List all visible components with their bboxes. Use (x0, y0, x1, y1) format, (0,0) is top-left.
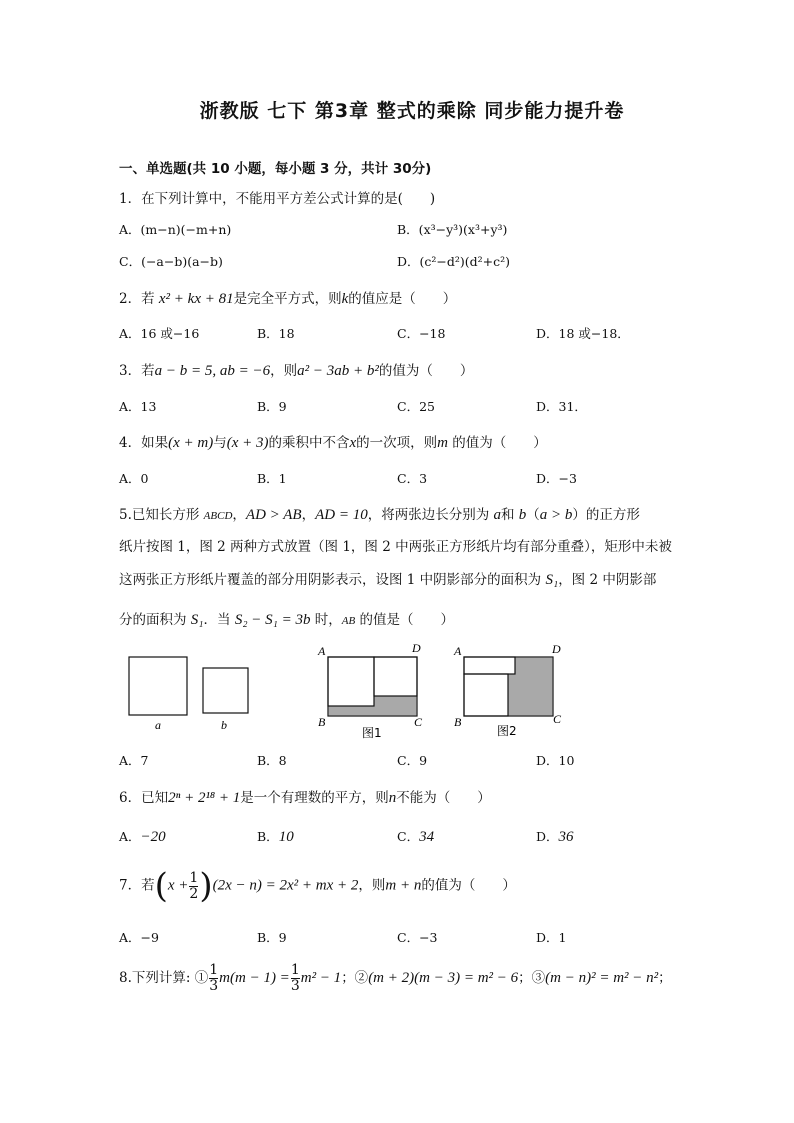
q5-text: 这两张正方形纸片覆盖的部分用阴影表示，设图 1 中阴影部分的面积为 (119, 572, 546, 588)
q7-stem (119, 866, 516, 906)
q8-sep-1: ；② (341, 970, 369, 986)
q7-expr: m + n (385, 877, 422, 894)
q1-option-c[interactable]: C．(−a−b)(a−b) (119, 254, 223, 269)
q4-w3: 的一次项，则 (356, 435, 438, 451)
q8-frac-2-den: 3 (290, 978, 300, 994)
q5-var-b: b (518, 507, 527, 523)
q6-option-d[interactable] (536, 827, 574, 846)
q7-right-paren: ) (199, 866, 213, 906)
q2-mid: 是完全平方式，则 (233, 291, 342, 307)
fig1-C: C (414, 715, 423, 729)
q5-cond2: AD = 10 (315, 507, 368, 523)
q5-option-d[interactable]: D．10 (536, 753, 575, 768)
q5-text: 和 (501, 507, 519, 523)
fig2-caption: 图2 (497, 724, 517, 738)
q2-option-a[interactable]: A．16 或−16 (119, 326, 200, 341)
q7-fraction (189, 871, 198, 902)
q5-line-1 (119, 503, 640, 524)
label-b: b (221, 718, 227, 732)
q6-option-d-value: 36 (558, 829, 574, 845)
q5-text: ．当 (203, 612, 235, 628)
fig1-D: D (412, 641, 421, 655)
q5-text: ，将两张边长分别为 (367, 507, 494, 523)
q6-option-a[interactable] (119, 827, 166, 846)
q7-pre: 7．若 (119, 877, 155, 894)
q6-n: n (388, 790, 397, 806)
fig2-D: D (552, 642, 561, 656)
q5-ab: AB (341, 615, 356, 627)
q8-frac-1 (209, 963, 218, 994)
q3-mid: ，则 (270, 363, 298, 379)
q4-option-b[interactable]: B．1 (257, 471, 287, 486)
q8-stem (119, 963, 672, 994)
q6-option-a-letter: A． (119, 829, 141, 844)
square-b (203, 668, 248, 713)
q5-text: （ (526, 507, 540, 523)
q2-pre: 2．若 (119, 291, 159, 307)
q7-mid: ，则 (358, 877, 386, 894)
q6-post: 不能为（ ） (396, 790, 491, 806)
q5-text: ）的正方形 (572, 507, 640, 523)
q2-option-d[interactable]: D．18 或−18． (536, 326, 630, 341)
q5-cond3: a > b (539, 507, 573, 523)
q6-pre: 6．已知 (119, 790, 169, 806)
fig1-B: B (318, 715, 326, 729)
q6-option-c-letter: C． (397, 829, 420, 844)
section-heading: 一、单选题(共 10 小题，每小题 3 分，共计 30分) (119, 161, 432, 177)
q6-option-b-letter: B． (257, 829, 279, 844)
q5-line-2: 纸片按图 1，图 2 两种方式放置（图 1，图 2 中两张正方形纸片均有部分重叠），矩形中未被 (119, 539, 672, 555)
q3-expr: a² − 3ab + b² (297, 363, 379, 379)
q2-stem (119, 287, 456, 308)
fig2-A: A (454, 644, 462, 658)
q7-left-paren: ( (154, 866, 168, 906)
q4-option-d[interactable]: D．−3 (536, 471, 577, 486)
q1-option-a[interactable]: A．(m−n)(−m+n) (119, 222, 232, 237)
q5-option-a[interactable]: A．7 (119, 753, 149, 768)
q8-expr-4: (m − n)² = m² − n² (545, 970, 659, 986)
q6-option-d-letter: D． (536, 829, 559, 844)
q4-factor1: (x + m) (168, 435, 214, 451)
q8-expr-3: (m + 2)(m − 3) = m² − 6 (368, 970, 519, 986)
label-a: a (155, 718, 161, 732)
q5-cond4: S₂ − S₁ = 3b (234, 612, 311, 628)
q5-text: 分的面积为 (119, 612, 191, 628)
q8-pre: 8.下列计算: ① (119, 970, 209, 986)
q3-option-c[interactable]: C．25 (397, 399, 435, 414)
q5-option-b[interactable]: B．8 (257, 753, 287, 768)
q2-k: k (341, 291, 349, 307)
q3-pre: 3．若 (119, 363, 155, 379)
q2-option-b[interactable]: B．18 (257, 326, 295, 341)
fig2-B: B (454, 715, 462, 729)
q6-option-b[interactable] (257, 827, 294, 846)
q7-option-d[interactable]: D．1 (536, 930, 567, 945)
q3-stem (119, 359, 473, 380)
q7-numerator: 1 (189, 869, 199, 886)
q6-stem (119, 786, 491, 807)
square-a (129, 657, 187, 715)
q5-text: 5.已知长方形 (119, 507, 204, 523)
q5-text: ，图 2 中阴影部 (558, 572, 657, 588)
q5-s1b: S₁ (190, 612, 204, 628)
q2-expr: x² + kx + 81 (158, 291, 234, 307)
q5-var-a: a (493, 507, 501, 523)
q3-option-b[interactable]: B．9 (257, 399, 287, 414)
q7-option-a[interactable]: A．−9 (119, 930, 159, 945)
q7-option-c[interactable]: C．−3 (397, 930, 438, 945)
q2-option-c[interactable]: C．−18 (397, 326, 446, 341)
fig1-A: A (318, 644, 326, 658)
q5-cond1: AD > AB (245, 507, 302, 523)
q8-frac-1-num: 1 (209, 962, 219, 978)
fig2-C: C (553, 712, 562, 726)
q6-expr: 2ⁿ + 2¹⁸ + 1 (168, 790, 241, 806)
q4-stem (119, 431, 547, 452)
q4-m: m (437, 435, 448, 451)
q3-cond: a − b = 5, ab = −6 (154, 363, 271, 379)
q6-option-a-value: −20 (140, 829, 166, 845)
q4-option-c[interactable]: C．3 (397, 471, 428, 486)
q4-option-a[interactable]: A．0 (119, 471, 149, 486)
q5-abcd: ABCD (203, 510, 233, 522)
q4-post: 的值为（ ） (448, 435, 547, 451)
q3-option-a[interactable]: A．13 (119, 399, 157, 414)
q5-s1: S₁ (545, 572, 559, 588)
q5-text: ， (232, 507, 246, 523)
q8-frac-2-num: 1 (290, 962, 300, 978)
fig1-caption: 图1 (362, 726, 382, 740)
q1-option-d[interactable]: D．(c²−d²)(d²+c²) (397, 254, 511, 269)
q8-frac-2 (291, 963, 300, 994)
q5-text: 时， (310, 612, 342, 628)
q7-denominator: 2 (189, 885, 199, 902)
q4-x: x (349, 435, 357, 451)
q7-rest: (2x − n) = 2x² + mx + 2 (212, 877, 359, 894)
q3-option-d[interactable]: D．31． (536, 399, 587, 414)
q1-stem: 1．在下列计算中，不能用平方差公式计算的是( ) (119, 191, 436, 207)
q5-line-3 (119, 568, 656, 589)
q8-expr-1: m(m − 1) = (219, 970, 290, 986)
q1-option-b[interactable]: B．(x³−y³)(x³+y³) (397, 222, 508, 237)
q8-expr-2: m² − 1 (300, 970, 342, 986)
q4-factor2: (x + 3) (226, 435, 269, 451)
q6-option-c[interactable] (397, 827, 434, 846)
q8-sep-3: ； (658, 970, 672, 986)
q8-sep-2: ；③ (518, 970, 546, 986)
page-title: 浙教版 七下 第3章 整式的乘除 同步能力提升卷 (199, 100, 625, 122)
q5-line-4 (119, 608, 454, 629)
q4-pre: 4．如果 (119, 435, 169, 451)
q5-text: ， (301, 507, 316, 523)
q3-post: 的值为（ ） (378, 363, 474, 379)
q5-figures (120, 640, 580, 745)
q7-option-b[interactable]: B．9 (257, 930, 287, 945)
q6-option-b-value: 10 (278, 829, 294, 845)
q7-x: x + (167, 877, 189, 894)
q5-text: 的值是（ ） (355, 612, 455, 628)
q4-w2: 的乘积中不含 (268, 435, 350, 451)
q6-mid: 是一个有理数的平方，则 (240, 790, 389, 806)
q2-post: 的值应是（ ） (348, 291, 457, 307)
q6-option-c-value: 34 (419, 829, 435, 845)
q4-w1: 与 (213, 435, 227, 451)
q5-option-c[interactable]: C．9 (397, 753, 428, 768)
q7-post: 的值为（ ） (421, 877, 516, 894)
q8-frac-1-den: 3 (209, 978, 219, 994)
